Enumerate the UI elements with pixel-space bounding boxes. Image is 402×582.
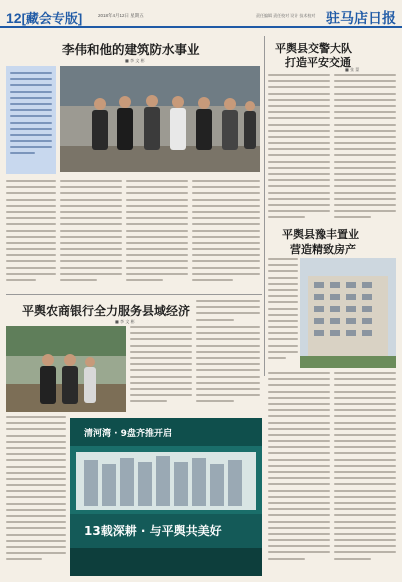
realestate-body-col1 — [268, 372, 330, 568]
page-number — [6, 8, 82, 27]
building-photo-image — [300, 258, 396, 368]
realestate-body-col0 — [268, 258, 298, 368]
section-divider — [6, 294, 262, 295]
ad-headline: 清河湾 · 9盘齐推开启 — [84, 429, 172, 439]
byline-bank: ■ 李 文 彬 — [115, 319, 135, 324]
editor-credits: 责任编辑 责任校对 设计 技术校对 — [256, 13, 316, 18]
bank-body-col3 — [6, 416, 66, 566]
article-title-realestate-line1: 平舆县豫丰置业 — [282, 228, 359, 241]
byline-traffic: ■ 张 蒙 — [345, 67, 360, 72]
article-body-col2 — [60, 180, 122, 290]
article-title-realestate-line2: 营造精致房产 — [290, 243, 356, 256]
bank-body-col2 — [196, 326, 260, 412]
traffic-body-col1 — [268, 74, 330, 222]
traffic-body-col2 — [334, 74, 396, 222]
article-title-bank: 平舆农商银行全力服务县域经济 — [22, 304, 191, 318]
filler — [196, 300, 260, 301]
building-photo — [300, 258, 396, 368]
group-photo — [60, 66, 260, 172]
article-body-col4 — [192, 180, 260, 290]
pull-quote-text — [10, 72, 52, 168]
article-body-col1 — [6, 180, 56, 290]
bank-body-col1 — [130, 326, 192, 412]
byline-waterproofing: ■ 李 文 彬 — [125, 58, 145, 63]
ad-subline: 13载深耕 · 与平舆共美好 — [84, 524, 222, 538]
bank-body-top — [196, 300, 260, 324]
real-estate-advertisement — [70, 418, 262, 576]
pull-quote-box — [6, 66, 56, 174]
section-name: [藏会专版] — [21, 11, 83, 26]
ad-image — [70, 418, 262, 576]
paper-name: 驻马店日报 — [326, 11, 396, 27]
article-body-col3 — [126, 180, 188, 290]
article-title-traffic-line1: 平舆县交警大队 — [275, 42, 352, 55]
column-rule-right — [264, 36, 265, 376]
group-photo-image — [60, 66, 260, 172]
masthead — [0, 8, 402, 28]
realestate-body-col2 — [334, 372, 396, 568]
article-title-traffic-line2: 打造平安交通 — [285, 56, 351, 69]
page-number-text: 12 — [6, 10, 22, 26]
bank-photo — [6, 326, 126, 412]
issue-date: 2018年4月12日 星期五 — [98, 13, 144, 18]
bank-photo-image — [6, 326, 126, 412]
article-title-waterproofing: 李伟和他的建筑防水事业 — [62, 42, 200, 57]
